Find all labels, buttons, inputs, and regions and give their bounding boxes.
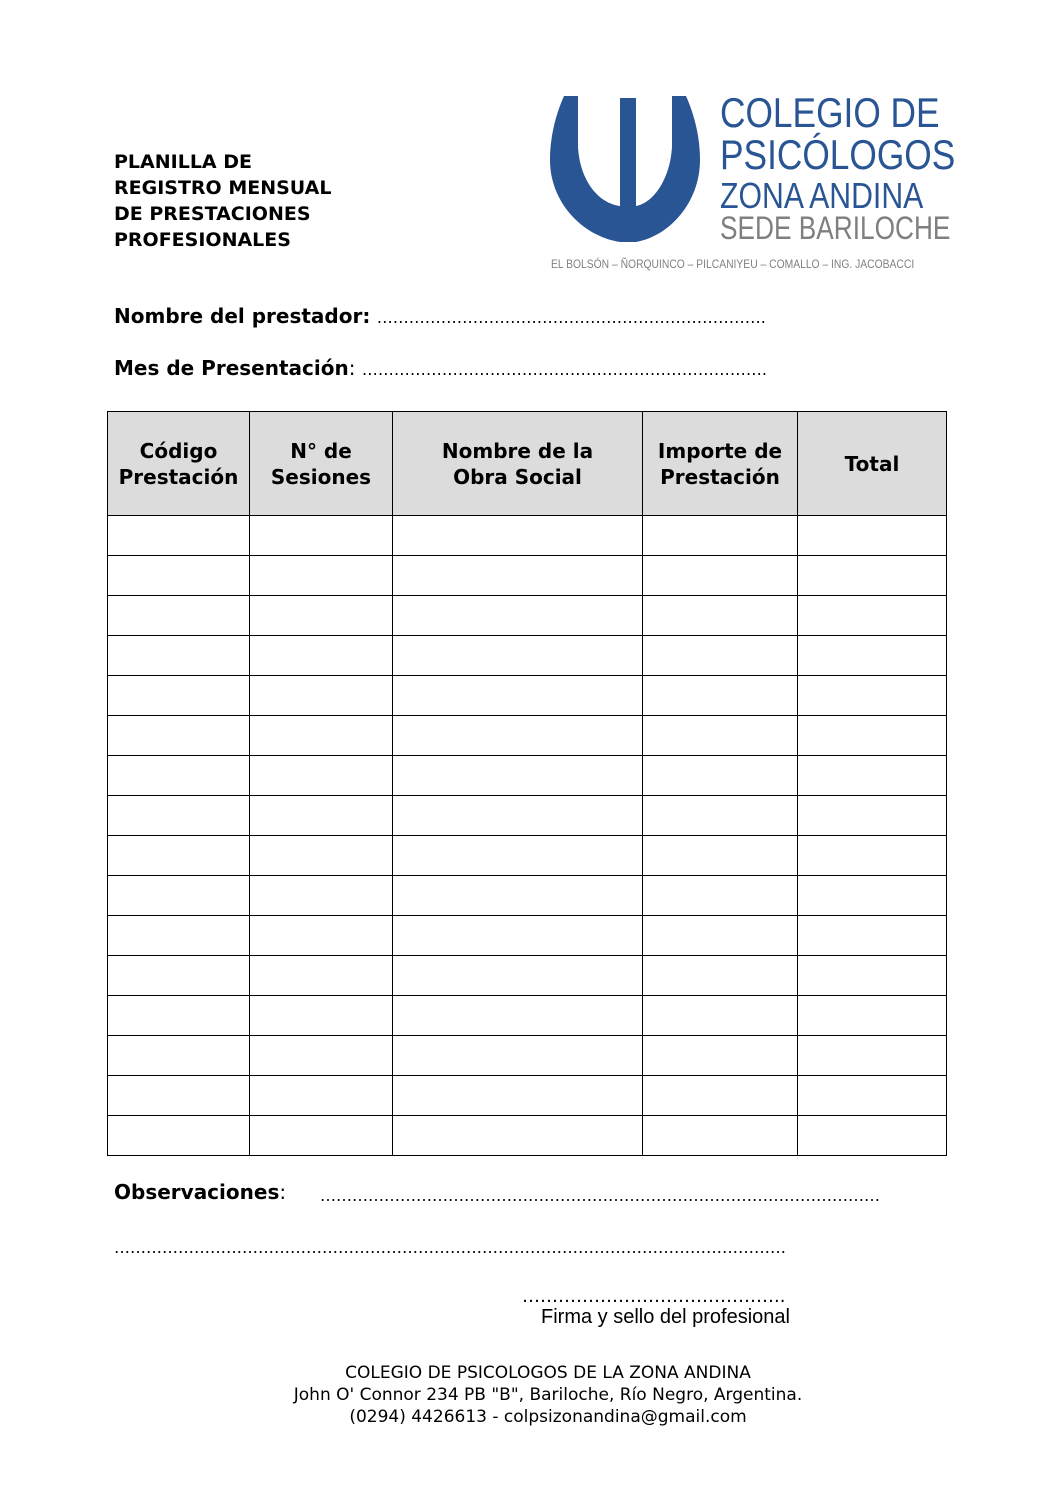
cell-sesiones[interactable] [250,1076,393,1116]
table-row [108,596,947,636]
table-row [108,1076,947,1116]
cell-sesiones[interactable] [250,676,393,716]
cell-total[interactable] [798,516,947,556]
cell-importe[interactable] [643,756,798,796]
cell-obra-social[interactable] [393,996,643,1036]
cell-total[interactable] [798,1036,947,1076]
cell-importe[interactable] [643,956,798,996]
cell-sesiones[interactable] [250,516,393,556]
cell-codigo[interactable] [108,876,250,916]
cell-obra-social[interactable] [393,956,643,996]
table-row [108,996,947,1036]
cell-obra-social[interactable] [393,796,643,836]
cell-importe[interactable] [643,596,798,636]
prestador-field [114,304,766,328]
cell-sesiones[interactable] [250,796,393,836]
cell-importe[interactable] [643,836,798,876]
table-header-row [108,412,947,516]
cell-sesiones[interactable] [250,876,393,916]
cell-sesiones[interactable] [250,996,393,1036]
cell-sesiones[interactable] [250,1036,393,1076]
title-line-3: DE PRESTACIONES [114,203,311,225]
cell-codigo[interactable] [108,676,250,716]
cell-importe[interactable] [643,1116,798,1156]
logo-text-line-3: ZONA ANDINA [720,175,924,216]
cell-obra-social[interactable] [393,556,643,596]
cell-codigo[interactable] [108,636,250,676]
cell-importe[interactable] [643,796,798,836]
cell-total[interactable] [798,716,947,756]
cell-obra-social[interactable] [393,1036,643,1076]
cell-codigo[interactable] [108,836,250,876]
observaciones-input-line-2[interactable]: ……………………………………………………………………………………………………………… [114,1238,786,1257]
title-line-1: PLANILLA DE [114,151,252,173]
cell-obra-social[interactable] [393,836,643,876]
college-logo [548,89,956,272]
cell-codigo[interactable] [108,1076,250,1116]
cell-sesiones[interactable] [250,636,393,676]
footer-address: John O' Connor 234 PB "B", Bariloche, Río Negro, Argentina. [293,1385,803,1405]
cell-importe[interactable] [643,1036,798,1076]
cell-total[interactable] [798,836,947,876]
cell-codigo[interactable] [108,556,250,596]
cell-codigo[interactable] [108,596,250,636]
footer-line-1: COLEGIO DE PSICOLOGOS DE LA ZONA ANDINA [345,1363,751,1383]
header-numero-sesiones: N° de Sesiones [250,412,393,516]
cell-sesiones[interactable] [250,716,393,756]
title-line-2: REGISTRO MENSUAL [114,177,332,199]
cell-codigo[interactable] [108,756,250,796]
table-row [108,836,947,876]
logo-towns: EL BOLSÓN – ÑORQUINCO – PILCANIYEU – COMALLO – ING. JACOBACCI [551,257,915,271]
signature-label: Firma y sello del profesional [541,1306,790,1328]
observaciones-field [114,1180,286,1204]
cell-sesiones[interactable] [250,1116,393,1156]
cell-sesiones[interactable] [250,836,393,876]
cell-total[interactable] [798,876,947,916]
table-body [108,516,947,1156]
mes-input-line[interactable]: …………………………………………………………………. [361,360,767,379]
cell-importe[interactable] [643,1076,798,1116]
cell-codigo[interactable] [108,716,250,756]
cell-total[interactable] [798,676,947,716]
observaciones-colon: : [279,1180,287,1204]
cell-obra-social[interactable] [393,516,643,556]
cell-obra-social[interactable] [393,636,643,676]
cell-total[interactable] [798,996,947,1036]
table-row [108,756,947,796]
header-obra-social: Nombre de la Obra Social [393,412,643,516]
header-codigo-prestacion: Código Prestación [108,412,250,516]
cell-importe[interactable] [643,996,798,1036]
footer-contact: (0294) 4426613 - colpsizonandina@gmail.com [349,1407,747,1427]
table-row [108,716,947,756]
cell-codigo[interactable] [108,916,250,956]
title-line-4: PROFESIONALES [114,229,291,251]
logo-text-line-2: PSICÓLOGOS [720,131,956,178]
cell-obra-social[interactable] [393,1076,643,1116]
cell-sesiones[interactable] [250,756,393,796]
cell-obra-social[interactable] [393,596,643,636]
logo-text-line-4: SEDE BARILOCHE [720,210,951,246]
mes-colon: : [348,356,356,380]
header-total: Total [798,412,947,516]
footer [0,1362,1058,1428]
cell-importe[interactable] [643,516,798,556]
cell-obra-social[interactable] [393,676,643,716]
cell-importe[interactable] [643,676,798,716]
cell-codigo[interactable] [108,996,250,1036]
cell-sesiones[interactable] [250,596,393,636]
cell-obra-social[interactable] [393,876,643,916]
table-row [108,1116,947,1156]
cell-codigo[interactable] [108,1116,250,1156]
table-row [108,956,947,996]
cell-importe[interactable] [643,876,798,916]
table-row [108,516,947,556]
prestador-input-line[interactable]: ………………………………………………………………. [376,308,766,327]
cell-sesiones[interactable] [250,556,393,596]
cell-obra-social[interactable] [393,716,643,756]
cell-total[interactable] [798,556,947,596]
cell-sesiones[interactable] [250,916,393,956]
cell-importe[interactable] [643,916,798,956]
cell-total[interactable] [798,796,947,836]
logo-text-line-1: COLEGIO DE [720,89,940,136]
prestador-label: Nombre del prestador: [114,304,371,328]
psi-symbol-icon [548,94,708,244]
cell-total[interactable] [798,756,947,796]
cell-total[interactable] [798,956,947,996]
cell-total[interactable] [798,596,947,636]
cell-codigo[interactable] [108,516,250,556]
table-row [108,876,947,916]
cell-codigo[interactable] [108,956,250,996]
cell-importe[interactable] [643,716,798,756]
table-row [108,676,947,716]
table-row [108,636,947,676]
cell-obra-social[interactable] [393,916,643,956]
header-importe: Importe de Prestación [643,412,798,516]
registro-table [107,411,947,1156]
cell-total[interactable] [798,1116,947,1156]
cell-importe[interactable] [643,556,798,596]
table-row [108,796,947,836]
cell-total[interactable] [798,636,947,676]
document-title [114,149,331,253]
table-row [108,556,947,596]
mes-field [114,356,767,380]
cell-obra-social[interactable] [393,756,643,796]
cell-sesiones[interactable] [250,956,393,996]
cell-obra-social[interactable] [393,1116,643,1156]
cell-total[interactable] [798,1076,947,1116]
cell-codigo[interactable] [108,796,250,836]
table-row [108,916,947,956]
mes-label: Mes de Presentación [114,356,349,380]
cell-importe[interactable] [643,636,798,676]
observaciones-input-line-1[interactable]: …………………………………………………………………………………………… [320,1186,880,1205]
cell-total[interactable] [798,916,947,956]
table-row [108,1036,947,1076]
signature-line[interactable]: …………………………………….. [522,1286,786,1307]
observaciones-label: Observaciones [114,1180,280,1204]
cell-codigo[interactable] [108,1036,250,1076]
